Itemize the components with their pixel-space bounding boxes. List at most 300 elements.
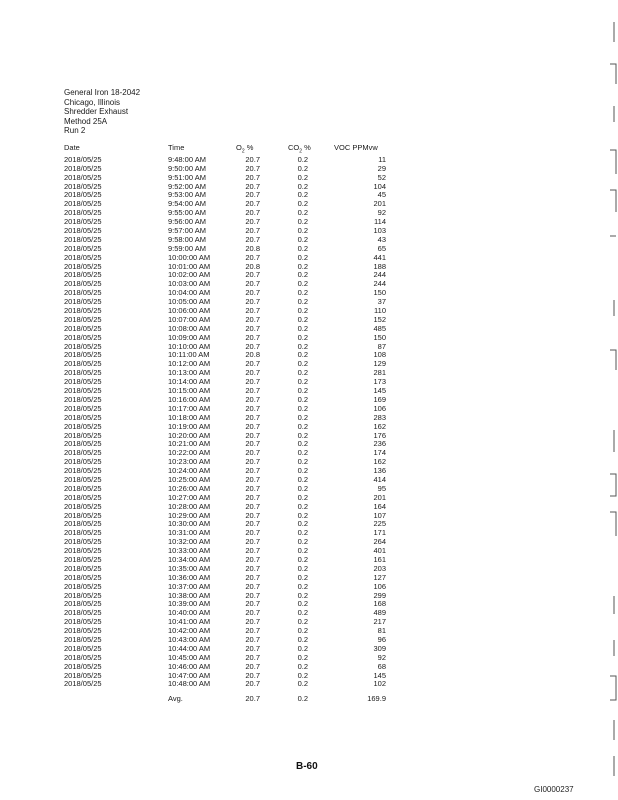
co2-subscript: 2 (299, 148, 303, 155)
cell-co2: 0.2 (297, 643, 308, 653)
cell-time: 10:43:00 AM (168, 634, 211, 644)
cell-date: 2018/05/25 (64, 608, 102, 618)
cell-co2: 0.2 (297, 679, 308, 689)
table-row (64, 387, 404, 396)
cell-co2: 0.2 (297, 519, 308, 529)
cell-date: 2018/05/25 (64, 412, 102, 422)
cell-co2: 0.2 (297, 332, 308, 342)
cell-o2: 20.7 (245, 403, 260, 413)
cell-o2: 20.7 (245, 617, 260, 627)
cell-voc: 106 (373, 581, 386, 591)
cell-o2: 20.7 (245, 368, 260, 378)
table-row (64, 467, 404, 476)
cell-o2: 20.7 (245, 608, 260, 618)
cell-time: 10:38:00 AM (168, 590, 211, 600)
table-row (64, 494, 404, 503)
cell-time: 10:15:00 AM (168, 386, 211, 396)
cell-co2: 0.2 (297, 572, 308, 582)
cell-co2: 0.2 (297, 163, 308, 173)
cell-o2: 20.7 (245, 661, 260, 671)
cell-time: 10:44:00 AM (168, 643, 211, 653)
cell-time: 9:56:00 AM (168, 217, 206, 227)
cell-o2: 20.7 (245, 652, 260, 662)
cell-co2: 0.2 (297, 546, 308, 556)
table-row (64, 663, 404, 672)
table-row (64, 503, 404, 512)
cell-voc: 150 (373, 288, 386, 298)
page-number: B-60 (296, 761, 318, 772)
cell-date: 2018/05/25 (64, 466, 102, 476)
cell-o2: 20.7 (245, 572, 260, 582)
cell-time: 10:14:00 AM (168, 377, 211, 387)
cell-voc: 92 (377, 208, 386, 218)
cell-voc: 244 (373, 270, 386, 280)
cell-voc: 401 (373, 546, 386, 556)
cell-co2: 0.2 (297, 430, 308, 440)
cell-co2: 0.2 (297, 617, 308, 627)
table-row (64, 218, 404, 227)
cell-o2: 20.7 (245, 528, 260, 538)
table-row (64, 378, 404, 387)
cell-co2: 0.2 (297, 412, 308, 422)
cell-voc: 162 (373, 457, 386, 467)
cell-date: 2018/05/25 (64, 483, 102, 493)
cell-o2: 20.7 (245, 492, 260, 502)
cell-date: 2018/05/25 (64, 492, 102, 502)
cell-date: 2018/05/25 (64, 563, 102, 573)
cell-date: 2018/05/25 (64, 581, 102, 591)
cell-o2: 20.7 (245, 323, 260, 333)
cell-time: 10:35:00 AM (168, 563, 211, 573)
cell-time: 10:11:00 AM (168, 350, 210, 360)
cell-date: 2018/05/25 (64, 172, 102, 182)
cell-voc: 136 (373, 466, 386, 476)
cell-voc: 171 (373, 528, 386, 538)
cell-date: 2018/05/25 (64, 439, 102, 449)
cell-o2: 20.7 (245, 430, 260, 440)
cell-o2: 20.7 (245, 546, 260, 556)
cell-co2: 0.2 (297, 377, 308, 387)
cell-date: 2018/05/25 (64, 181, 102, 191)
cell-o2: 20.7 (245, 270, 260, 280)
cell-co2: 0.2 (297, 590, 308, 600)
cell-time: 10:00:00 AM (168, 252, 211, 262)
cell-co2: 0.2 (297, 297, 308, 307)
cell-voc: 236 (373, 439, 386, 449)
cell-o2: 20.7 (245, 217, 260, 227)
cell-date: 2018/05/25 (64, 163, 102, 173)
cell-date: 2018/05/25 (64, 670, 102, 680)
cell-o2: 20.7 (245, 208, 260, 218)
table-row (64, 396, 404, 405)
cell-o2: 20.7 (245, 563, 260, 573)
cell-o2: 20.7 (245, 181, 260, 191)
cell-time: 9:52:00 AM (168, 181, 206, 191)
cell-time: 10:33:00 AM (168, 546, 211, 556)
cell-time: 10:26:00 AM (168, 483, 211, 493)
header-line: General Iron 18-2042 (64, 88, 141, 97)
cell-voc: 201 (373, 199, 386, 209)
table-row (64, 574, 404, 583)
table-row (64, 325, 404, 334)
scan-edge-marks (588, 0, 618, 800)
cell-co2: 0.2 (297, 661, 308, 671)
cell-date: 2018/05/25 (64, 421, 102, 431)
cell-co2: 0.2 (297, 314, 308, 324)
column-header-time: Time (168, 143, 185, 152)
cell-o2: 20.8 (245, 243, 260, 253)
cell-date: 2018/05/25 (64, 643, 102, 653)
cell-voc: 414 (373, 474, 386, 484)
table-row (64, 360, 404, 369)
table-row (64, 672, 404, 681)
cell-time: 10:27:00 AM (168, 492, 211, 502)
cell-voc: 203 (373, 563, 386, 573)
cell-voc: 52 (377, 172, 386, 182)
table-row (64, 316, 404, 325)
cell-date: 2018/05/25 (64, 279, 102, 289)
header-line: Method 25A (64, 116, 108, 126)
cell-date: 2018/05/25 (64, 306, 102, 316)
cell-o2: 20.7 (245, 377, 260, 387)
table-row (64, 334, 404, 343)
cell-o2: 20.7 (245, 670, 260, 680)
cell-time: 9:59:00 AM (168, 243, 206, 253)
cell-time: 10:08:00 AM (168, 323, 211, 333)
cell-time: 9:51:00 AM (168, 172, 206, 182)
cell-time: 10:20:00 AM (168, 430, 211, 440)
cell-time: 10:05:00 AM (168, 297, 211, 307)
cell-o2: 20.7 (245, 394, 260, 404)
cell-date: 2018/05/25 (64, 430, 102, 440)
cell-time: 9:54:00 AM (168, 199, 206, 209)
cell-co2: 0.2 (297, 457, 308, 467)
cell-date: 2018/05/25 (64, 217, 102, 227)
cell-date: 2018/05/25 (64, 190, 102, 200)
cell-voc: 96 (377, 634, 386, 644)
average-co2: 0.2 (297, 694, 308, 704)
cell-o2: 20.7 (245, 190, 260, 200)
table-row (64, 556, 404, 565)
table-row (64, 440, 404, 449)
cell-date: 2018/05/25 (64, 377, 102, 387)
cell-o2: 20.7 (245, 226, 260, 236)
cell-o2: 20.7 (245, 643, 260, 653)
cell-co2: 0.2 (297, 599, 308, 609)
report-header (64, 88, 140, 136)
table-row (64, 209, 404, 218)
cell-co2: 0.2 (297, 306, 308, 316)
cell-co2: 0.2 (297, 483, 308, 493)
header-line: Run 2 (64, 126, 86, 135)
cell-voc: 11 (378, 154, 386, 164)
cell-date: 2018/05/25 (64, 226, 102, 236)
cell-co2: 0.2 (297, 466, 308, 476)
cell-voc: 162 (373, 421, 386, 431)
cell-time: 10:48:00 AM (168, 679, 211, 689)
cell-o2: 20.8 (245, 261, 260, 271)
cell-date: 2018/05/25 (64, 599, 102, 609)
cell-voc: 489 (373, 608, 386, 618)
table-row (64, 565, 404, 574)
table-row (64, 254, 404, 263)
table-row (64, 307, 404, 316)
cell-voc: 110 (374, 306, 386, 316)
cell-o2: 20.7 (245, 554, 260, 564)
table-row (64, 156, 404, 165)
cell-time: 10:17:00 AM (168, 403, 211, 413)
cell-o2: 20.7 (245, 519, 260, 529)
cell-time: 10:46:00 AM (168, 661, 211, 671)
cell-co2: 0.2 (297, 563, 308, 573)
cell-co2: 0.2 (297, 234, 308, 244)
cell-time: 10:23:00 AM (168, 457, 211, 467)
cell-date: 2018/05/25 (64, 590, 102, 600)
cell-o2: 20.8 (245, 350, 260, 360)
table-row (64, 654, 404, 663)
cell-date: 2018/05/25 (64, 261, 102, 271)
table-header-row (64, 144, 404, 153)
table-row (64, 343, 404, 352)
cell-time: 10:42:00 AM (168, 626, 211, 636)
cell-o2: 20.7 (245, 581, 260, 591)
cell-voc: 161 (373, 554, 386, 564)
cell-voc: 103 (373, 226, 386, 236)
cell-date: 2018/05/25 (64, 350, 102, 360)
cell-date: 2018/05/25 (64, 510, 102, 520)
table-row (64, 236, 404, 245)
cell-voc: 217 (373, 617, 386, 627)
cell-voc: 164 (373, 501, 386, 511)
cell-o2: 20.7 (245, 590, 260, 600)
cell-o2: 20.7 (245, 537, 260, 547)
cell-co2: 0.2 (297, 190, 308, 200)
average-row (64, 695, 404, 704)
cell-co2: 0.2 (297, 439, 308, 449)
table-row (64, 289, 404, 298)
cell-voc: 106 (373, 403, 386, 413)
cell-time: 10:31:00 AM (168, 528, 211, 538)
cell-date: 2018/05/25 (64, 154, 102, 164)
cell-o2: 20.7 (245, 483, 260, 493)
cell-voc: 176 (373, 430, 386, 440)
cell-voc: 173 (373, 377, 386, 387)
table-row (64, 645, 404, 654)
cell-date: 2018/05/25 (64, 474, 102, 484)
header-line: Shredder Exhaust (64, 107, 129, 116)
table-row (64, 512, 404, 521)
cell-co2: 0.2 (297, 279, 308, 289)
cell-voc: 201 (373, 492, 386, 502)
cell-voc: 281 (373, 368, 386, 378)
cell-date: 2018/05/25 (64, 546, 102, 556)
header-line: Chicago, Illinois (64, 97, 121, 107)
table-row (64, 369, 404, 378)
table-row (64, 618, 404, 627)
co2-unit: % (302, 143, 311, 152)
cell-voc: 145 (373, 386, 386, 396)
table-row (64, 547, 404, 556)
cell-time: 10:24:00 AM (168, 466, 211, 476)
cell-time: 9:55:00 AM (168, 208, 206, 218)
cell-voc: 150 (373, 332, 386, 342)
table-row (64, 245, 404, 254)
cell-time: 10:34:00 AM (168, 554, 211, 564)
cell-time: 10:40:00 AM (168, 608, 211, 618)
cell-voc: 174 (373, 448, 386, 458)
cell-time: 10:09:00 AM (168, 332, 211, 342)
table-row (64, 227, 404, 236)
table-row (64, 271, 404, 280)
cell-voc: 244 (373, 279, 386, 289)
table-row (64, 351, 404, 360)
cell-co2: 0.2 (297, 252, 308, 262)
cell-co2: 0.2 (297, 492, 308, 502)
cell-time: 9:57:00 AM (168, 226, 206, 236)
table-row (64, 200, 404, 209)
cell-co2: 0.2 (297, 217, 308, 227)
cell-time: 10:19:00 AM (168, 421, 211, 431)
cell-co2: 0.2 (297, 528, 308, 538)
cell-o2: 20.7 (245, 457, 260, 467)
cell-co2: 0.2 (297, 537, 308, 547)
table-row (64, 520, 404, 529)
cell-o2: 20.7 (245, 412, 260, 422)
cell-voc: 107 (373, 510, 386, 520)
cell-co2: 0.2 (297, 350, 308, 360)
cell-co2: 0.2 (297, 403, 308, 413)
cell-voc: 92 (377, 652, 386, 662)
o2-symbol: O (236, 143, 242, 152)
cell-o2: 20.7 (245, 297, 260, 307)
cell-co2: 0.2 (297, 154, 308, 164)
cell-co2: 0.2 (297, 634, 308, 644)
o2-unit: % (244, 143, 254, 152)
table-row (64, 583, 404, 592)
cell-o2: 20.7 (245, 474, 260, 484)
table-row (64, 405, 404, 414)
cell-voc: 188 (373, 261, 386, 271)
cell-date: 2018/05/25 (64, 572, 102, 582)
cell-o2: 20.7 (245, 288, 260, 298)
cell-o2: 20.7 (245, 439, 260, 449)
data-table (64, 144, 404, 704)
cell-voc: 95 (377, 483, 386, 493)
cell-date: 2018/05/25 (64, 199, 102, 209)
cell-date: 2018/05/25 (64, 208, 102, 218)
cell-o2: 20.7 (245, 172, 260, 182)
cell-date: 2018/05/25 (64, 634, 102, 644)
cell-voc: 108 (373, 350, 386, 360)
table-body (64, 156, 404, 689)
table-row (64, 165, 404, 174)
cell-voc: 152 (373, 314, 386, 324)
cell-o2: 20.7 (245, 626, 260, 636)
table-row (64, 449, 404, 458)
cell-o2: 20.7 (245, 332, 260, 342)
cell-time: 10:22:00 AM (168, 448, 211, 458)
cell-time: 10:45:00 AM (168, 652, 211, 662)
cell-time: 10:02:00 AM (168, 270, 211, 280)
cell-co2: 0.2 (297, 394, 308, 404)
cell-date: 2018/05/25 (64, 243, 102, 253)
cell-co2: 0.2 (297, 199, 308, 209)
cell-voc: 485 (373, 323, 386, 333)
cell-date: 2018/05/25 (64, 537, 102, 547)
cell-co2: 0.2 (297, 386, 308, 396)
cell-o2: 20.7 (245, 252, 260, 262)
cell-voc: 225 (373, 519, 386, 529)
cell-date: 2018/05/25 (64, 252, 102, 262)
cell-co2: 0.2 (297, 208, 308, 218)
table-row (64, 627, 404, 636)
cell-time: 10:06:00 AM (168, 306, 211, 316)
cell-voc: 87 (377, 341, 386, 351)
table-row (64, 636, 404, 645)
cell-time: 10:18:00 AM (168, 412, 211, 422)
cell-co2: 0.2 (297, 181, 308, 191)
cell-voc: 264 (373, 537, 386, 547)
cell-time: 10:37:00 AM (168, 581, 211, 591)
cell-date: 2018/05/25 (64, 626, 102, 636)
table-row (64, 298, 404, 307)
cell-voc: 37 (377, 297, 386, 307)
cell-voc: 104 (373, 181, 386, 191)
cell-o2: 20.7 (245, 359, 260, 369)
cell-date: 2018/05/25 (64, 297, 102, 307)
cell-voc: 168 (373, 599, 386, 609)
cell-co2: 0.2 (297, 554, 308, 564)
column-header-date: Date (64, 143, 80, 152)
cell-time: 10:03:00 AM (168, 279, 211, 289)
table-row (64, 538, 404, 547)
cell-date: 2018/05/25 (64, 652, 102, 662)
cell-date: 2018/05/25 (64, 323, 102, 333)
cell-co2: 0.2 (297, 359, 308, 369)
cell-date: 2018/05/25 (64, 519, 102, 529)
cell-time: 10:41:00 AM (168, 617, 211, 627)
cell-date: 2018/05/25 (64, 386, 102, 396)
cell-date: 2018/05/25 (64, 359, 102, 369)
cell-co2: 0.2 (297, 261, 308, 271)
cell-o2: 20.7 (245, 421, 260, 431)
cell-time: 10:36:00 AM (168, 572, 211, 582)
table-row (64, 680, 404, 689)
cell-voc: 127 (373, 572, 386, 582)
cell-time: 10:25:00 AM (168, 474, 211, 484)
cell-o2: 20.7 (245, 679, 260, 689)
co2-symbol: CO (288, 143, 300, 152)
cell-time: 10:16:00 AM (168, 394, 211, 404)
cell-co2: 0.2 (297, 510, 308, 520)
cell-voc: 81 (377, 626, 386, 636)
table-row (64, 183, 404, 192)
cell-time: 10:01:00 AM (168, 261, 211, 271)
cell-co2: 0.2 (297, 172, 308, 182)
cell-time: 10:07:00 AM (168, 314, 211, 324)
cell-o2: 20.7 (245, 341, 260, 351)
cell-o2: 20.7 (245, 279, 260, 289)
cell-time: 10:10:00 AM (168, 341, 211, 351)
cell-co2: 0.2 (297, 243, 308, 253)
cell-o2: 20.7 (245, 510, 260, 520)
cell-date: 2018/05/25 (64, 270, 102, 280)
cell-co2: 0.2 (297, 341, 308, 351)
table-row (64, 476, 404, 485)
cell-co2: 0.2 (297, 474, 308, 484)
cell-voc: 441 (373, 252, 386, 262)
cell-voc: 65 (377, 243, 386, 253)
